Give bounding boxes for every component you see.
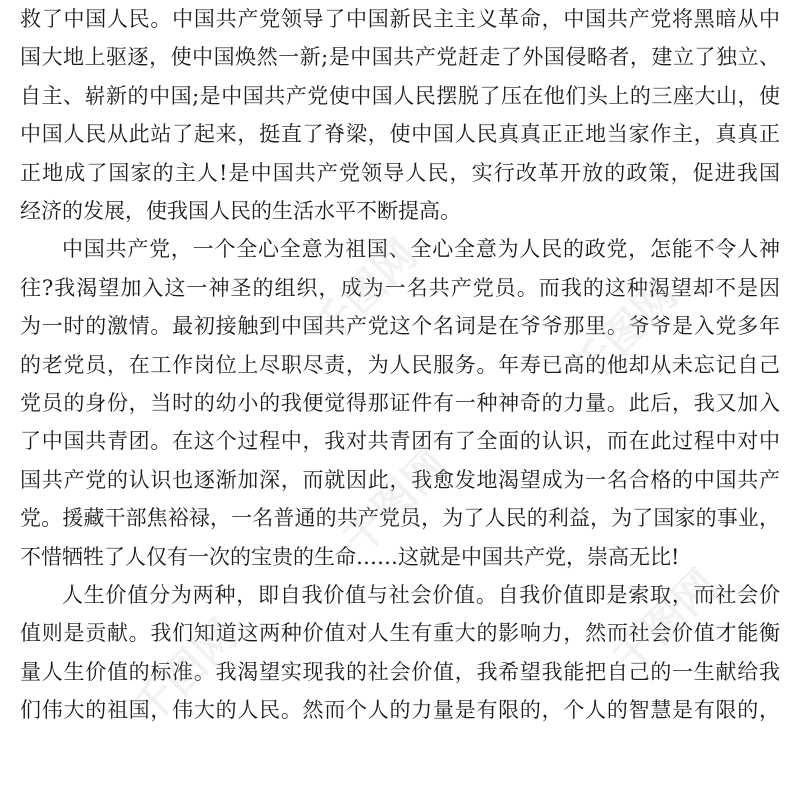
paragraph-2-line: 的老党员，在工作岗位上尽职尽责，为人民服务。年寿已高的他却从未忘记自己 (20, 352, 780, 377)
paragraph-1-line: 经济的发展，使我国人民的生活水平不断提高。 (20, 199, 461, 223)
watermark-text: 千图网 (602, 559, 727, 684)
paragraph-3-line: 人生价值分为两种，即自我价值与社会价值。自我价值即是索取，而社会价 (62, 583, 780, 607)
paragraph-2-line: 党。援藏干部焦裕禄，一名普通的共产党员，为了人民的利益，为了国家的事业， (20, 506, 780, 531)
paragraph-1-line: 救了中国人民。中国共产党领导了中国新民主主义革命，中国共产党将黑暗从中 (20, 7, 780, 31)
paragraph-1-line: 正地成了国家的主人!是中国共产党领导人民，实行改革开放的政策，促进我国 (20, 160, 780, 185)
watermark-text: 千图网 (332, 439, 457, 564)
paragraph-1-line: 中国人民从此站了起来，挺直了脊梁，使中国人民真真正正地当家作主，真真正 (20, 122, 780, 147)
paragraph-2-line: 党员的身份，当时的幼小的我便觉得那证件有一种神奇的力量。此后，我又加入 (20, 391, 780, 415)
paragraph-2-line: 国共产党的认识也逐渐加深，而就因此，我愈发地渴望成为一名合格的中国共产 (20, 467, 780, 492)
paragraph-2-line: 中国共产党，一个全心全意为祖国、全心全意为人民的政党，怎能不令人神 (62, 237, 780, 262)
paragraph-3-line: 们伟大的祖国，伟大的人民。然而个人的力量是有限的，个人的智慧是有限的， (20, 698, 780, 723)
paragraph-2-line: 了中国共青团。在这个过程中，我对共青团有了全面的认识，而在此过程中对中 (20, 429, 780, 454)
paragraph-2-line: 为一时的激情。最初接触到中国共产党这个名词是在爷爷那里。爷爷是入党多年 (20, 314, 780, 339)
watermark-text: 千图网 (122, 609, 247, 734)
watermark-text: 千图网 (302, 229, 427, 354)
paragraph-1-line: 自主、崭新的中国;是中国共产党使中国人民摆脱了压在他们头上的三座大山，使 (20, 83, 780, 108)
paragraph-1-line: 国大地上驱逐，使中国焕然一新;是中国共产党赶走了外国侵略者，建立了独立、 (20, 45, 780, 70)
paragraph-3-line: 量人生价值的标准。我渴望实现我的社会价值，我希望我能把自己的一生献给我 (20, 659, 780, 684)
paragraph-3-line: 值则是贡献。我们知道这两种价值对人生有重大的影响力，然而社会价值才能衡 (20, 621, 780, 646)
watermark-text: 千图网 (562, 269, 687, 394)
paragraph-2-line: 往?我渴望加入这一神圣的组织，成为一名共产党员。而我的这种渴望却不是因 (20, 275, 780, 300)
paragraph-2-line: 不惜牺牲了人仅有一次的宝贵的生命……这就是中国共产党，崇高无比! (20, 544, 680, 569)
